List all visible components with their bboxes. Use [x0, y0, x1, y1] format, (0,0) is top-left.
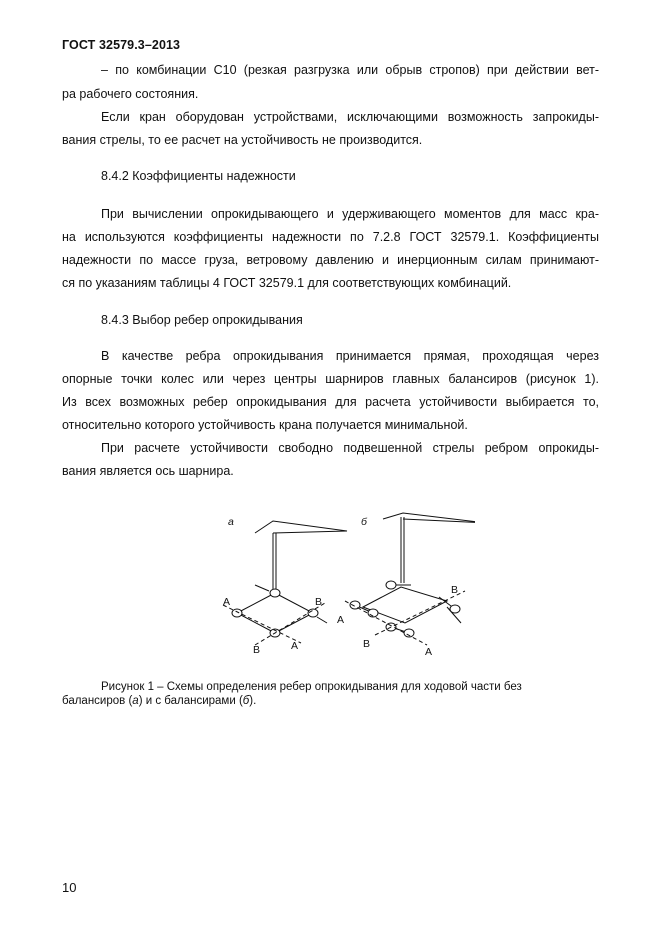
- paragraph-line: ся по указаниям таблицы 4 ГОСТ 32579.1 для соответствующих комбинаций.: [62, 276, 512, 290]
- edge-label-A-bottom: А: [291, 640, 299, 652]
- paragraph-line: относительно которого устойчивость крана получается минимальной.: [62, 418, 468, 432]
- document-header: ГОСТ 32579.3–2013: [62, 38, 181, 52]
- label-a: а: [228, 516, 234, 528]
- edge-label-A-bottom-b: А: [425, 646, 433, 658]
- paragraph-line: опорные точки колес или через центры шарниров главных балансиров (рисунок 1).: [62, 372, 599, 386]
- section-heading-8-4-2: 8.4.2 Коэффициенты надежности: [101, 169, 296, 183]
- caption-text: балансиров (: [62, 695, 133, 707]
- label-b: б: [361, 516, 367, 528]
- caption-text: ) и с балансирами (: [138, 695, 243, 707]
- paragraph-line: В качестве ребра опрокидывания принимается прямая, проходящая через: [101, 349, 599, 363]
- diagram-b: [345, 513, 475, 645]
- edge-label-A-left-b: А: [337, 614, 345, 626]
- page-number: 10: [62, 880, 77, 895]
- caption-italic-b: б: [242, 695, 250, 707]
- paragraph-line: вания стрелы, то ее расчет на устойчивость не производится.: [62, 133, 423, 147]
- edge-label-B-right: В: [315, 596, 323, 608]
- diagram-a: [223, 516, 347, 645]
- caption-italic-a: а: [132, 695, 139, 707]
- paragraph-line: Если кран оборудован устройствами, исключающими возможность запрокиды-: [101, 110, 599, 124]
- figure-caption-line2: [62, 694, 582, 708]
- edge-label-A-left: А: [223, 596, 231, 608]
- paragraph-line: вания является ось шарнира.: [62, 464, 234, 478]
- paragraph-line: – по комбинации С10 (резкая разгрузка или обрыв стропов) при действии вет-: [101, 63, 599, 77]
- paragraph-line: ра рабочего состояния.: [62, 87, 199, 101]
- paragraph-line: Из всех возможных ребер опрокидывания для расчета устойчивости выбирается то,: [62, 395, 599, 409]
- edge-label-B-bottom: В: [253, 644, 261, 656]
- caption-text: ).: [249, 695, 257, 707]
- figure-1-diagram: [215, 505, 475, 665]
- paragraph-line: При вычислении опрокидывающего и удерживающего моментов для масс кра-: [101, 207, 599, 221]
- paragraph-line: При расчете устойчивости свободно подвешенной стрелы ребром опрокиды-: [101, 441, 599, 455]
- edge-label-B-bottom-b: В: [363, 638, 371, 650]
- paragraph-line: надежности по массе груза, ветровому давлению и инерционным силам принимают-: [62, 253, 599, 267]
- figure-caption-line1: Рисунок 1 – Схемы определения ребер опрокидывания для ходовой части без: [101, 681, 522, 693]
- paragraph-line: на используются коэффициенты надежности по 7.2.8 ГОСТ 32579.1. Коэффициенты: [62, 230, 599, 244]
- edge-label-B-right-b: В: [451, 584, 459, 596]
- section-heading-8-4-3: 8.4.3 Выбор ребер опрокидывания: [101, 313, 303, 327]
